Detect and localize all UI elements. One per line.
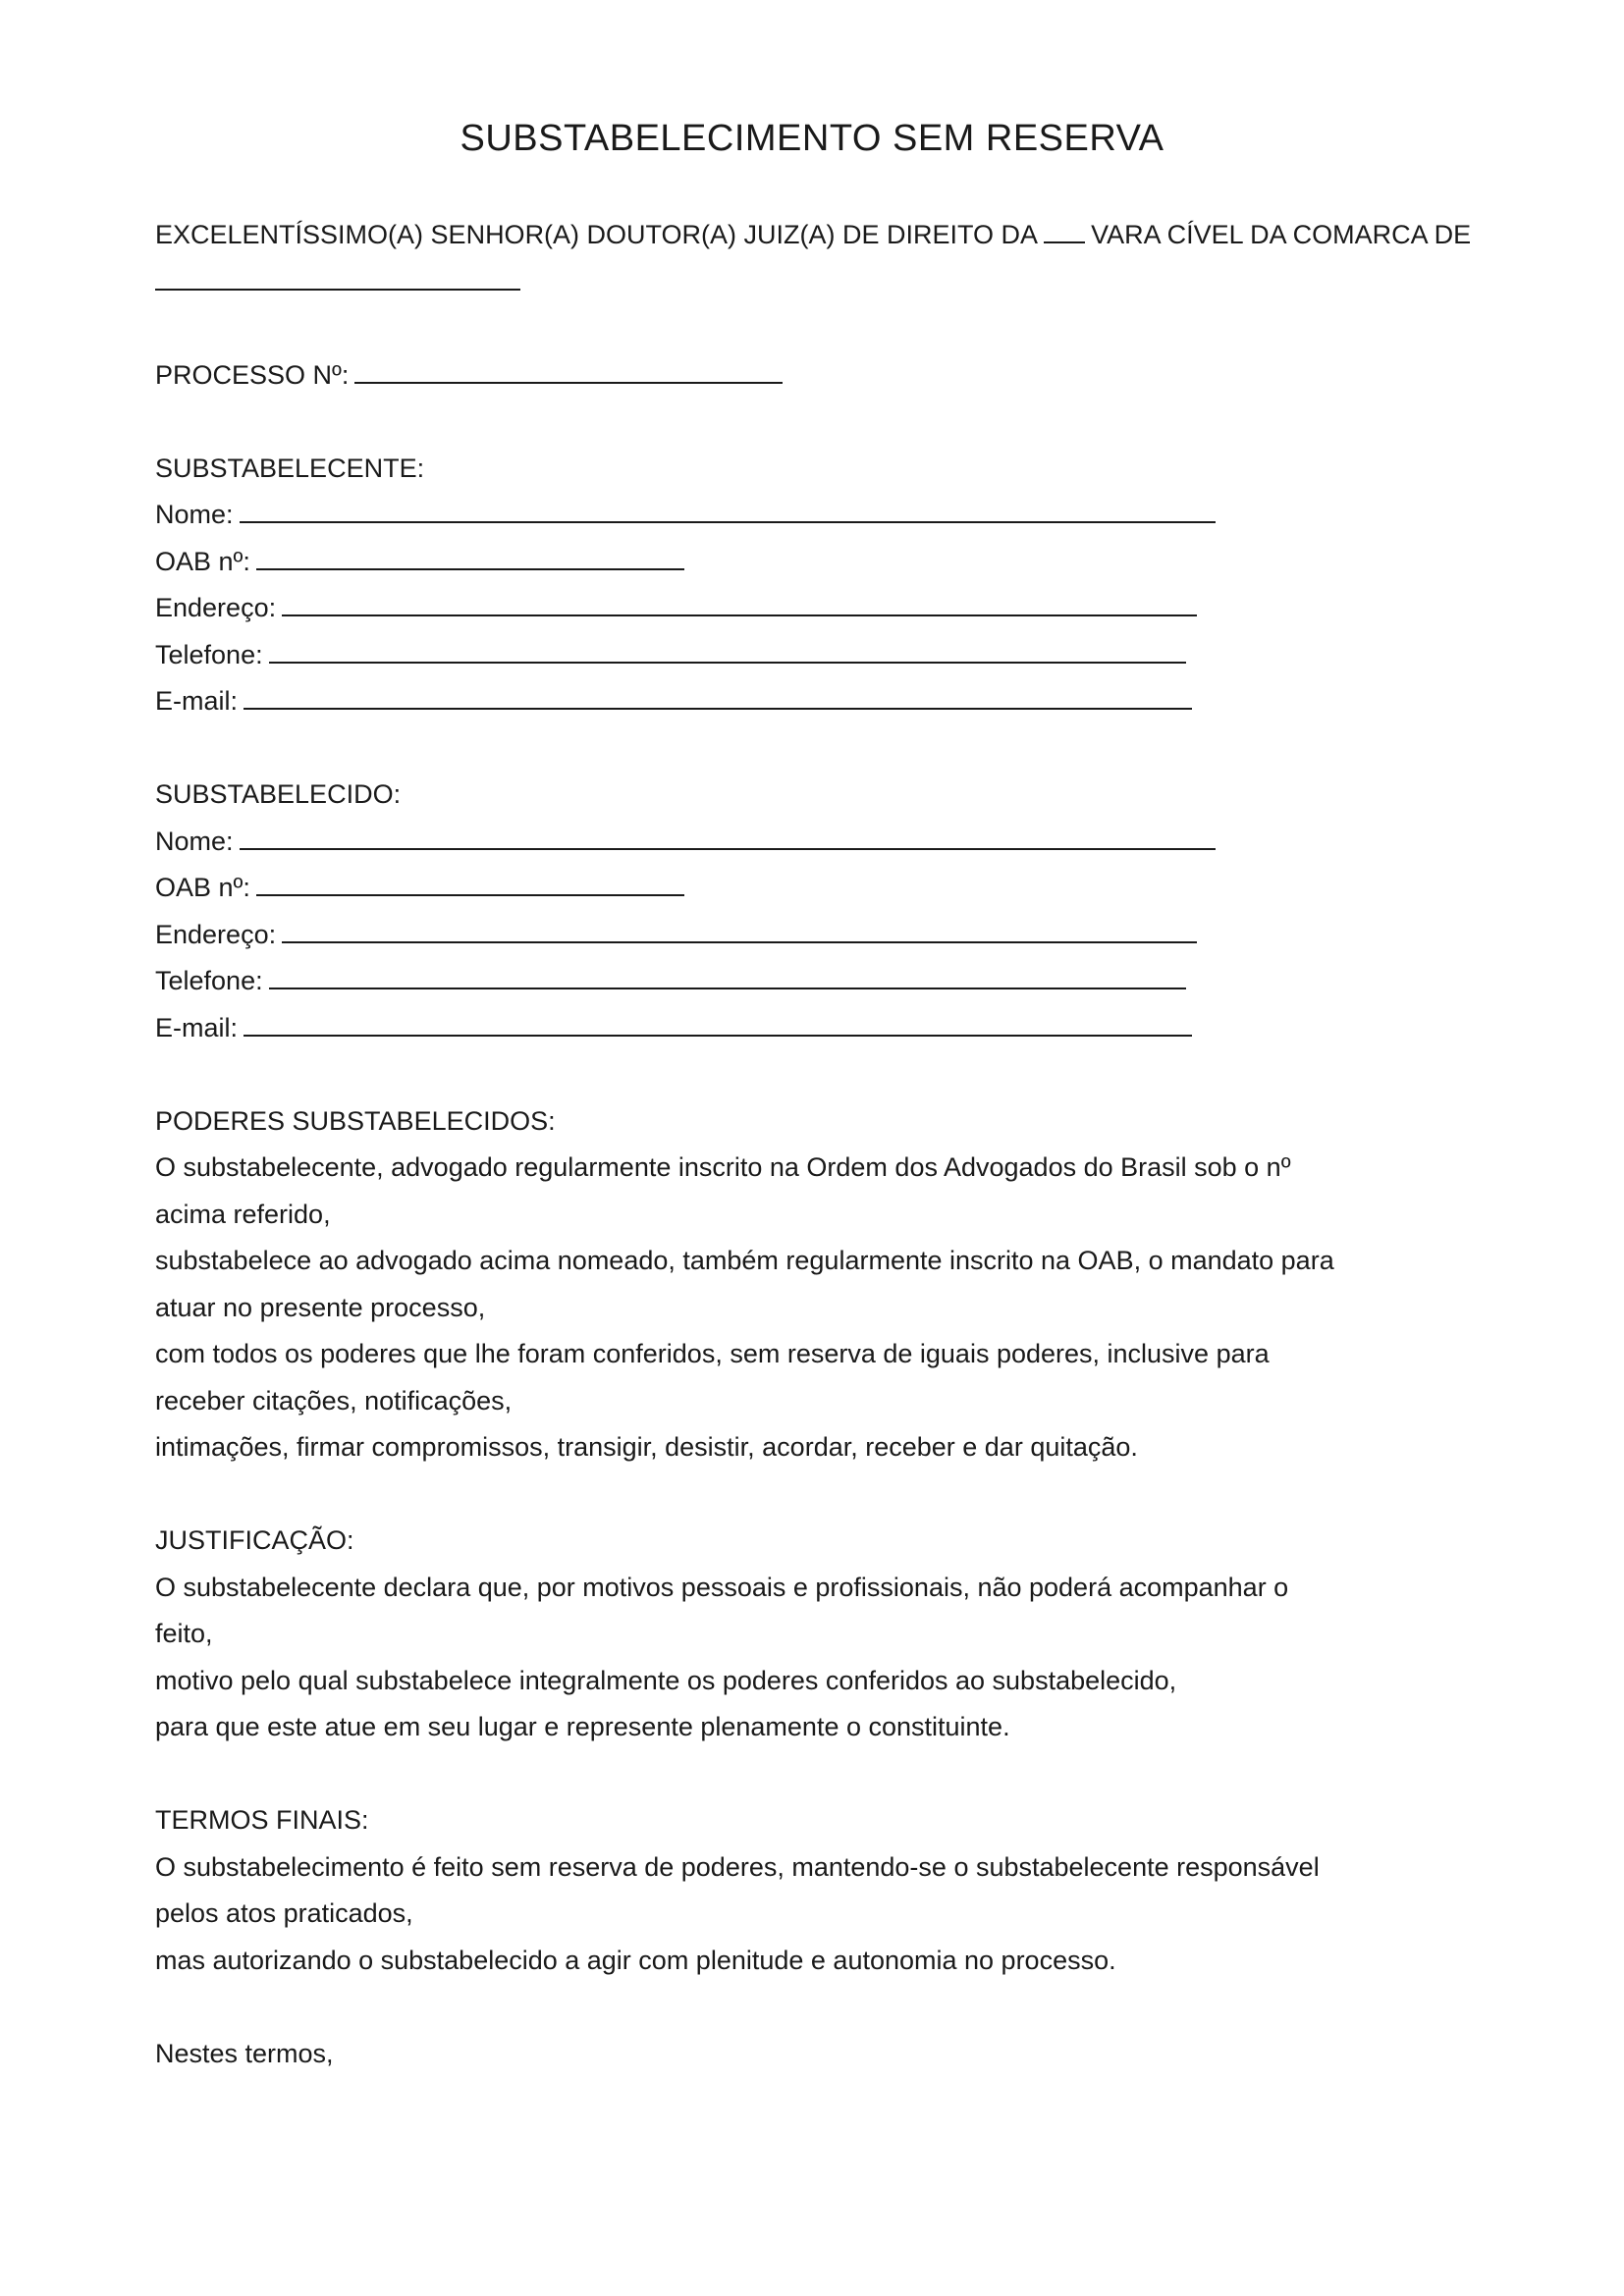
substabelecente-endereco-line [155,585,1569,632]
oab-label: OAB nº: [155,546,250,576]
document-body [155,212,1569,2077]
substabelecente-telefone-line [155,632,1569,679]
endereco-label: Endereço: [155,593,277,622]
oab-blank [256,869,684,896]
substabelecido-oab-line [155,865,1569,912]
paragraph-line: O substabelecente declara que, por motivos pessoais e profissionais, não poderá acompanhar o [155,1572,1289,1602]
nome-label: Nome: [155,500,234,529]
vara-number-blank [1044,216,1085,243]
poderes-heading: PODERES SUBSTABELECIDOS: [155,1105,556,1136]
paragraph-line: para que este atue em seu lugar e represente plenamente o constituinte. [155,1712,1010,1741]
processo-label: PROCESSO Nº: [155,359,350,390]
telefone-label: Telefone: [155,966,263,995]
substabelecido-email-line [155,1005,1569,1052]
document-title: SUBSTABELECIMENTO SEM RESERVA [460,118,1164,159]
email-blank [244,1009,1192,1037]
oab-blank [256,543,684,570]
paragraph-line: atuar no presente processo, [155,1292,486,1322]
paragraph-line: O substabelecente, advogado regularmente inscrito na Ordem dos Advogados do Brasil sob o nº [155,1152,1291,1182]
processo-blank [354,356,783,384]
paragraph-line: mas autorizando o substabelecido a agir com plenitude e autonomia no processo. [155,1945,1116,1975]
substabelecido-telefone-line [155,958,1569,1005]
nome-blank [240,496,1216,523]
address-line [155,212,1569,259]
paragraph-line: pelos atos praticados, [155,1898,413,1928]
closing-text: Nestes termos, [155,2038,334,2068]
substabelecido-nome-line [155,819,1569,866]
telefone-blank [269,636,1186,664]
email-label: E-mail: [155,686,239,716]
substabelecente-email-line [155,678,1569,725]
address-text-before: EXCELENTÍSSIMO(A) SENHOR(A) DOUTOR(A) JUIZ(A) DE DIREITO DA [155,220,1039,249]
comarca-line [155,259,1569,306]
oab-label: OAB nº: [155,873,250,902]
nome-blank [240,823,1216,850]
paragraph-line: O substabelecimento é feito sem reserva de poderes, mantendo-se o substabelecente responsável [155,1851,1320,1882]
endereco-blank [282,589,1197,616]
substabelecente-oab-line [155,539,1569,586]
paragraph-line: motivo pelo qual substabelece integralmente os poderes conferidos ao substabelecido, [155,1665,1177,1695]
substabelecido-heading: SUBSTABELECIDO: [155,779,402,809]
substabelecente-nome-line [155,492,1569,539]
processo-line [155,352,1569,400]
email-label: E-mail: [155,1012,239,1042]
address-text-after: VARA CÍVEL DA COMARCA DE [1091,220,1472,249]
paragraph-line: acima referido, [155,1199,331,1229]
paragraph-line: com todos os poderes que lhe foram conferidos, sem reserva de iguais poderes, inclusive para [155,1339,1270,1368]
endereco-blank [282,916,1197,943]
telefone-blank [269,962,1186,989]
nome-label: Nome: [155,826,234,856]
paragraph-line: intimações, firmar compromissos, transigir, desistir, acordar, receber e dar quitação. [155,1432,1138,1462]
comarca-blank [155,263,520,291]
paragraph-line: receber citações, notificações, [155,1385,513,1415]
substabelecente-heading: SUBSTABELECENTE: [155,453,425,483]
email-blank [244,682,1192,710]
paragraph-line: substabelece ao advogado acima nomeado, também regularmente inscrito na OAB, o mandato para [155,1246,1334,1275]
paragraph-line: feito, [155,1619,213,1648]
endereco-label: Endereço: [155,919,277,949]
substabelecido-endereco-line [155,912,1569,959]
telefone-label: Telefone: [155,639,263,669]
termos-finais-heading: TERMOS FINAIS: [155,1805,369,1835]
justificacao-heading: JUSTIFICAÇÃO: [155,1525,354,1555]
